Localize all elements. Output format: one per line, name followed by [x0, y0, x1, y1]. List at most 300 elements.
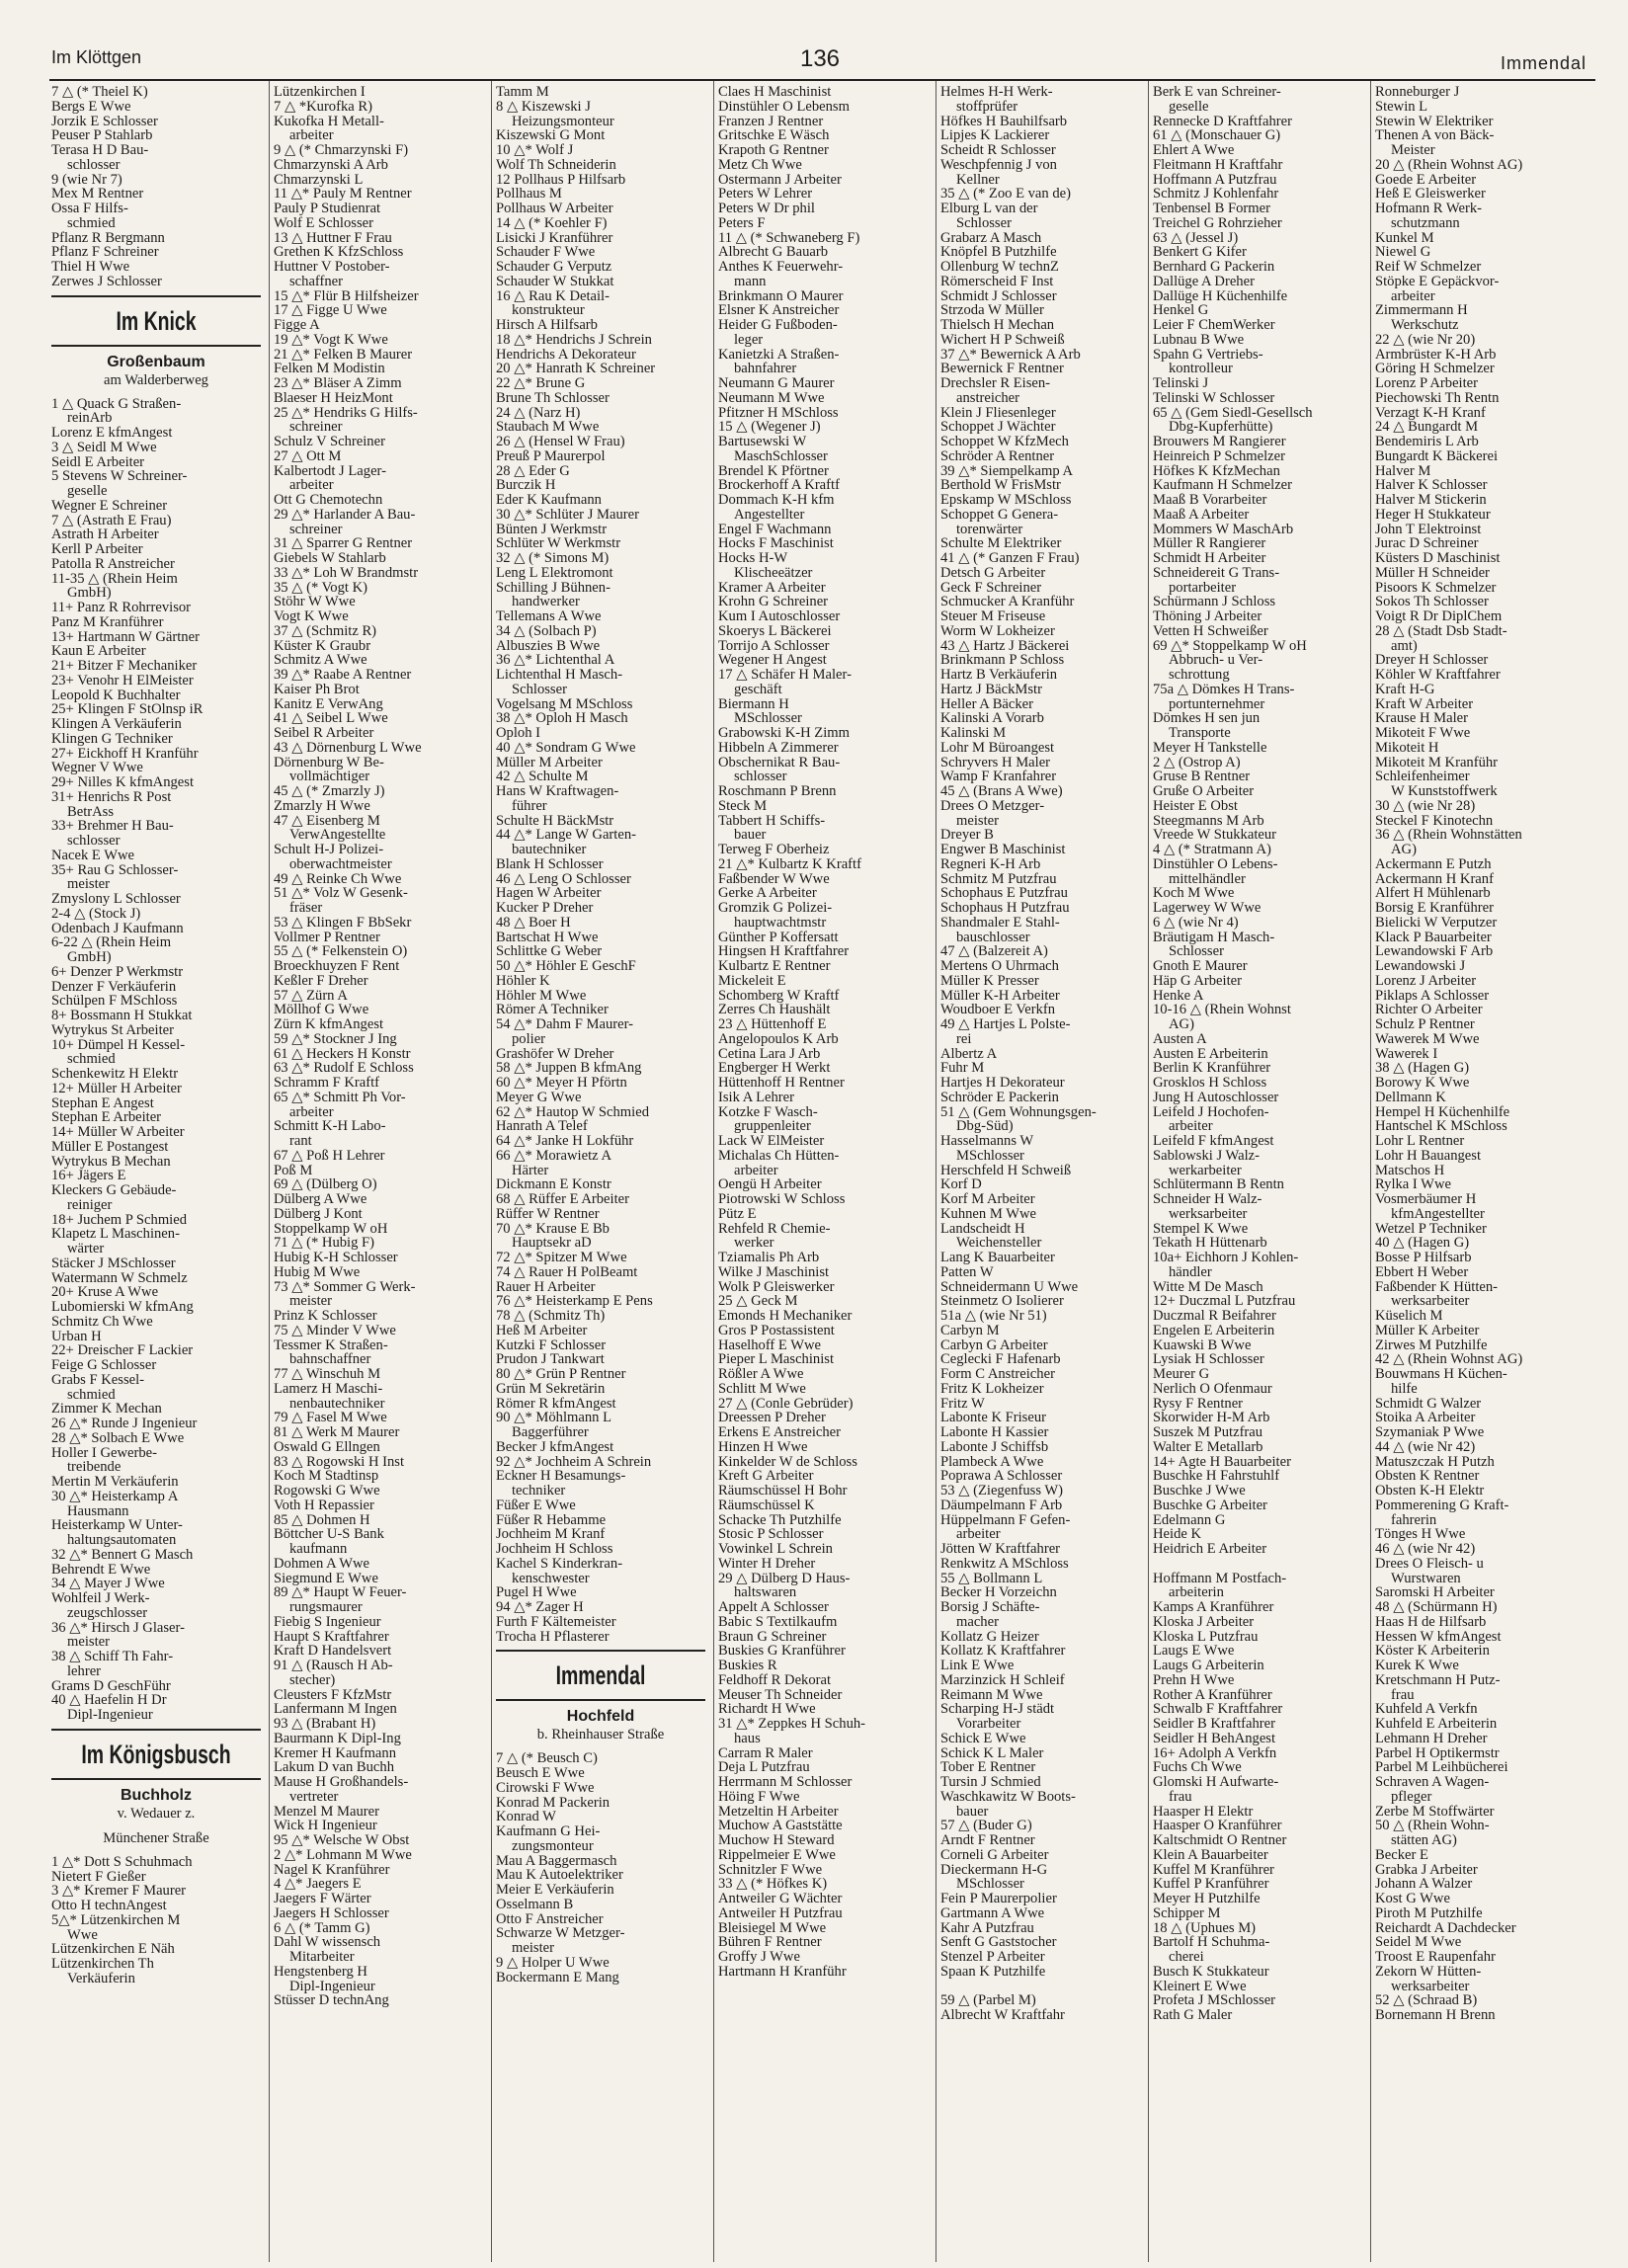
directory-entry: 85 △ Dohmen H: [274, 1511, 370, 1528]
directory-entry: Schulz P Rentner: [1375, 1016, 1475, 1032]
directory-entry: Vowinkel L Schrein: [718, 1541, 833, 1557]
directory-entry: 59 △ (Parbel M): [940, 1992, 1036, 2009]
directory-entry: 25+ Klingen F StOlnsp iR: [51, 701, 204, 718]
directory-entry: Keßler F Dreher: [274, 972, 368, 989]
directory-entry: 93 △ (Brabant H): [274, 1716, 376, 1732]
directory-entry: Albuszies B Wwe: [496, 637, 601, 654]
directory-entry: Kiszewski G Mont: [496, 127, 606, 144]
directory-entry: Gruße O Arbeiter: [1153, 783, 1255, 799]
directory-entry: Bielicki W Verputzer: [1375, 914, 1498, 931]
directory-entry: Steckel F Kinotechn: [1375, 812, 1494, 829]
directory-entry: Neumann G Maurer: [718, 375, 835, 391]
directory-entry: Knöpfel B Putzhilfe: [940, 244, 1057, 261]
directory-entry: 36 △* Hirsch J Glaser-: [51, 1619, 185, 1636]
directory-entry: Hoffmann M Postfach-: [1153, 1570, 1287, 1586]
directory-entry: MSchlosser: [956, 1876, 1024, 1893]
directory-entry: 29 △* Harlander A Bau-: [274, 506, 416, 523]
directory-entry: Koch M Stadtinsp: [274, 1468, 379, 1485]
directory-entry: Müller K Arbeiter: [1375, 1322, 1480, 1338]
directory-entry: Peters F: [718, 214, 766, 231]
directory-entry: 6 △ (wie Nr 4): [1153, 914, 1239, 931]
street-location-note: am Walderberweg: [104, 371, 208, 388]
directory-entry: geschäft: [734, 681, 782, 697]
directory-entry: Walter E Metallarb: [1153, 1438, 1263, 1455]
directory-entry: Lohr H Bauangest: [1375, 1147, 1481, 1164]
directory-entry: 7 △ (* Theiel K): [51, 85, 148, 100]
directory-entry: 23+ Venohr H ElMeister: [51, 672, 194, 688]
directory-entry: Troost E Raupenfahr: [1375, 1949, 1496, 1965]
directory-entry: Oploh I: [496, 725, 540, 741]
directory-entry: Corneli G Arbeiter: [940, 1846, 1049, 1863]
directory-entry: Kuhfeld A Verkfn: [1375, 1701, 1478, 1718]
directory-entry: Dickmann E Konstr: [496, 1176, 611, 1193]
directory-entry: Schmitz A Wwe: [274, 652, 367, 669]
district-heading: Großenbaum: [107, 353, 205, 370]
directory-entry: Mommers W MaschArb: [1153, 521, 1294, 537]
directory-entry: Borsig J Schäfte-: [940, 1599, 1040, 1615]
directory-entry: 34 △ (Solbach P): [496, 622, 597, 639]
street-heading: Immendal: [555, 1660, 646, 1691]
directory-entry: Lakum D van Buchh: [274, 1759, 394, 1776]
directory-entry: 12+ Müller H Arbeiter: [51, 1080, 182, 1096]
directory-entry: Müller E Postangest: [51, 1138, 169, 1155]
directory-entry: 28 △ (Stadt Dsb Stadt-: [1375, 622, 1507, 639]
directory-entry: Kramer A Arbeiter: [718, 579, 826, 596]
directory-entry: 13+ Hartmann W Gärtner: [51, 628, 200, 645]
directory-entry: 67 △ Poß H Lehrer: [274, 1147, 385, 1164]
directory-entry: Marzinzick H Schleif: [940, 1671, 1065, 1688]
directory-entry: Tönges H Wwe: [1375, 1526, 1466, 1543]
directory-entry: 43 △ Dörnenburg L Wwe: [274, 739, 422, 756]
directory-entry: Nietert F Gießer: [51, 1868, 146, 1885]
directory-entry: 37 △ (Schmitz R): [274, 622, 377, 639]
directory-entry: Oengü H Arbeiter: [718, 1176, 822, 1193]
directory-entry: Hingsen H Kraftfahrer: [718, 943, 850, 960]
directory-entry: Schlosser: [512, 681, 567, 697]
directory-entry: Thiel H Wwe: [51, 259, 130, 275]
directory-entry: Dellmann K: [1375, 1089, 1446, 1105]
directory-entry: Patolla R Anstreicher: [51, 555, 175, 572]
page-header: [49, 45, 1590, 81]
street-location-note: b. Rheinhauser Straße: [536, 1727, 665, 1743]
section-rule: [496, 1650, 705, 1652]
directory-entry: Rath G Maler: [1153, 2007, 1233, 2023]
directory-column-2: [274, 85, 483, 2258]
directory-entry: Heß E Gleiswerker: [1375, 186, 1486, 202]
directory-entry: Bendemiris L Arb: [1375, 434, 1479, 449]
directory-entry: Faßbender K Hütten-: [1375, 1278, 1499, 1295]
directory-entry: Dallüge A Dreher: [1153, 273, 1255, 289]
directory-entry: Ackermann H Kranf: [1375, 870, 1494, 887]
directory-entry: meister: [67, 1634, 110, 1651]
directory-entry: Kuhfeld E Arbeiterin: [1375, 1716, 1498, 1732]
directory-entry: Franzen J Rentner: [718, 113, 824, 129]
directory-entry: Detsch G Arbeiter: [940, 564, 1046, 581]
directory-entry: Tabbert H Schiffs-: [718, 812, 826, 829]
directory-entry: Mex M Rentner: [51, 186, 144, 202]
directory-entry: stätten AG): [1391, 1832, 1457, 1848]
directory-entry: Dreyer H Schlosser: [1375, 652, 1489, 669]
directory-entry: kenschwester: [512, 1570, 590, 1586]
directory-entry: 65 △ (Gem Siedl-Gesellsch: [1153, 404, 1313, 421]
directory-entry: Hüppelmann F Gefen-: [940, 1511, 1071, 1528]
directory-entry: Schmitz J Kohlenfahr: [1153, 186, 1279, 202]
directory-entry: Tober E Rentner: [940, 1759, 1036, 1776]
directory-entry: Küsters D Maschinist: [1375, 550, 1501, 566]
directory-entry: rungsmaurer: [289, 1599, 363, 1615]
directory-entry: Konrad W: [496, 1809, 556, 1825]
directory-entry: Hartz J BäckMstr: [940, 681, 1042, 697]
directory-entry: 48 △ (Schürmann H): [1375, 1599, 1498, 1615]
directory-entry: oberwachtmeister: [289, 855, 392, 872]
directory-entry: arbeiter: [1169, 1118, 1213, 1135]
directory-entry: 46 △ Leng O Schlosser: [496, 870, 631, 887]
directory-entry: Hartjes H Dekorateur: [940, 1075, 1065, 1091]
directory-entry: Tziamalis Ph Arb: [718, 1250, 820, 1265]
directory-entry: Hempel H Küchenhilfe: [1375, 1103, 1510, 1120]
directory-entry: Albrecht W Kraftfahr: [940, 2007, 1065, 2023]
directory-entry: zungsmonteur: [512, 1837, 594, 1854]
directory-entry: Lützenkirchen I: [274, 85, 366, 100]
directory-entry: W Kunststoffwerk: [1391, 783, 1498, 799]
directory-entry: Scharping H-J städt: [940, 1701, 1055, 1718]
directory-entry: Konrad M Packerin: [496, 1794, 610, 1811]
directory-entry: Braun G Schreiner: [718, 1628, 827, 1645]
directory-entry: werker: [734, 1235, 774, 1252]
directory-entry: Kalinski A Vorarb: [940, 710, 1044, 727]
directory-entry: Haas H de Hilfsarb: [1375, 1613, 1487, 1630]
directory-entry: Fleitmann H Kraftfahr: [1153, 156, 1283, 173]
directory-entry: 77 △ Winschuh M: [274, 1366, 381, 1382]
directory-entry: Hocks H-W: [718, 550, 788, 566]
directory-entry: Mikoteit M Kranführ: [1375, 754, 1499, 770]
directory-entry: Astrath H Arbeiter: [51, 526, 159, 543]
directory-entry: Henkel G: [1153, 302, 1209, 319]
directory-entry: 1 △ Quack G Straßen-: [51, 395, 182, 412]
directory-entry: Stoika A Arbeiter: [1375, 1410, 1476, 1426]
directory-entry: Lützenkirchen Th: [51, 1956, 154, 1972]
directory-entry: haltswaren: [734, 1584, 797, 1601]
directory-entry: Menzel M Maurer: [274, 1803, 379, 1820]
directory-entry: 2 △* Lohmann M Wwe: [274, 1846, 412, 1863]
directory-entry: 25 △* Hendriks G Hilfs-: [274, 404, 418, 421]
directory-entry: Transporte: [1169, 725, 1231, 741]
directory-entry: Hasselmanns W: [940, 1133, 1034, 1149]
directory-entry: Schulz V Schreiner: [274, 434, 385, 449]
directory-entry: Kaiser Ph Brot: [274, 681, 360, 697]
directory-entry: Maaß B Vorarbeiter: [1153, 492, 1267, 508]
directory-entry: 59 △* Stockner J Ing: [274, 1030, 397, 1047]
directory-entry: Schult H-J Polizei-: [274, 842, 384, 857]
directory-entry: Wolf E Schlosser: [274, 214, 373, 231]
directory-entry: Stenzel P Arbeiter: [940, 1949, 1045, 1965]
directory-entry: Zirwes M Putzhilfe: [1375, 1336, 1488, 1353]
directory-entry: Räumschüssel K: [718, 1497, 815, 1513]
directory-entry: Peters W Dr phil: [718, 201, 815, 216]
directory-entry: Jaegers H Schlosser: [274, 1904, 389, 1921]
directory-entry: 68 △ Rüffer E Arbeiter: [496, 1191, 629, 1207]
directory-entry: Schmidt J Schlosser: [940, 287, 1057, 304]
directory-entry: Schlitt M Wwe: [718, 1380, 806, 1397]
directory-entry: 61 △ Heckers H Konstr: [274, 1045, 411, 1062]
directory-entry: 42 △ Schulte M: [496, 769, 589, 785]
directory-entry: Prehn H Wwe: [1153, 1671, 1235, 1688]
directory-entry: Dinstühler O Lebens-: [1153, 855, 1278, 872]
directory-entry: 73 △* Sommer G Werk-: [274, 1278, 416, 1295]
directory-entry: Seidler B Kraftfahrer: [1153, 1716, 1275, 1732]
directory-entry: Müller K-H Arbeiter: [940, 987, 1060, 1004]
directory-entry: Brouwers M Rangierer: [1153, 434, 1286, 449]
directory-entry: Meister: [1391, 142, 1435, 158]
directory-entry: Korf D: [940, 1176, 982, 1193]
directory-entry: Muchow A Gaststätte: [718, 1818, 843, 1834]
directory-entry: 24 △ (Narz H): [496, 404, 581, 421]
directory-entry: 33+ Brehmer H Bau-: [51, 818, 174, 835]
directory-entry: 6 △ (* Tamm G): [274, 1919, 370, 1936]
directory-entry: Odenbach J Kaufmann: [51, 920, 184, 936]
directory-entry: Rennecke D Kraftfahrer: [1153, 113, 1292, 129]
directory-entry: 3 △* Kremer F Maurer: [51, 1883, 187, 1900]
directory-entry: Nagel K Kranführer: [274, 1861, 390, 1878]
directory-entry: 51 △ (Gem Wohnungsgen-: [940, 1103, 1097, 1120]
directory-entry: Krohn G Schreiner: [718, 594, 829, 610]
street-heading: Im Königsbusch: [81, 1739, 231, 1769]
directory-entry: Goede E Arbeiter: [1375, 171, 1477, 188]
directory-entry: Mau K Autoelektriker: [496, 1867, 623, 1884]
directory-entry: 44 △* Lange W Garten-: [496, 827, 636, 844]
directory-entry: Denzer F Verkäuferin: [51, 978, 177, 995]
directory-entry: schlosser: [67, 156, 121, 173]
directory-entry: Leifeld J Hochofen-: [1153, 1103, 1269, 1120]
directory-entry: 47 △ (Balzereit A): [940, 943, 1048, 960]
directory-entry: Kaufmann G Hei-: [496, 1823, 601, 1839]
directory-entry: Richardt H Wwe: [718, 1701, 816, 1718]
directory-entry: Kachel S Kinderkran-: [496, 1555, 623, 1572]
directory-entry: Häp G Arbeiter: [1153, 972, 1242, 989]
directory-entry: Bünten J Werkmstr: [496, 521, 608, 537]
directory-entry: Berk E van Schreiner-: [1153, 85, 1281, 100]
directory-entry: Cetina Lara J Arb: [718, 1045, 821, 1062]
directory-entry: 69 △ (Dülberg O): [274, 1176, 377, 1193]
directory-entry: Henke A: [1153, 987, 1204, 1004]
directory-entry: Meuser Th Schneider: [718, 1686, 843, 1703]
directory-entry: Giebels W Stahlarb: [274, 550, 386, 566]
directory-entry: 20 △* Hanrath K Schreiner: [496, 361, 656, 377]
directory-entry: 5 Stevens W Schreiner-: [51, 468, 188, 485]
directory-entry: Kloska J Arbeiter: [1153, 1613, 1255, 1630]
directory-entry: Klapetz L Maschinen-: [51, 1226, 180, 1243]
directory-entry: Stöpke E Gepäckvor-: [1375, 273, 1500, 289]
directory-entry: Hoffmann A Putzfrau: [1153, 171, 1277, 188]
directory-entry: Heide K: [1153, 1526, 1202, 1543]
directory-entry: Grabs F Kessel-: [51, 1371, 145, 1388]
directory-entry: Hausmann: [67, 1502, 129, 1519]
directory-entry: handwerker: [512, 594, 580, 610]
directory-entry: Hans W Kraftwagen-: [496, 783, 619, 799]
directory-entry: Kaun E Arbeiter: [51, 643, 146, 660]
directory-entry: Schick K L Maler: [940, 1744, 1044, 1761]
directory-entry: Wytrykus B Mechan: [51, 1153, 171, 1170]
directory-entry: Emonds H Mechaniker: [718, 1308, 853, 1324]
directory-entry: GmbH): [67, 585, 112, 602]
directory-entry: Verzagt K-H Kranf: [1375, 404, 1486, 421]
street-location-note: v. Wedauer z.: [117, 1805, 196, 1822]
directory-entry: Ott G Chemotechn: [274, 492, 383, 508]
directory-entry: Dömkes H sen jun: [1153, 710, 1261, 727]
directory-entry: Stoppelkamp W oH: [274, 1220, 388, 1237]
directory-entry: Kraft H-G: [1375, 681, 1435, 697]
directory-entry: Borowy K Wwe: [1375, 1075, 1470, 1091]
directory-entry: Claes H Maschinist: [718, 85, 832, 100]
directory-entry: Schlittke G Weber: [496, 943, 603, 960]
directory-entry: 16+ Jägers E: [51, 1168, 126, 1184]
directory-column-3: [496, 85, 705, 2258]
directory-entry: John T Elektroinst: [1375, 521, 1482, 537]
directory-entry: frau: [1169, 1788, 1192, 1805]
directory-entry: Pommerening G Kraft-: [1375, 1497, 1509, 1513]
directory-entry: Seidel M Wwe: [1375, 1934, 1462, 1951]
directory-entry: 21+ Bitzer F Mechaniker: [51, 658, 198, 674]
directory-entry: Kloska L Putzfrau: [1153, 1628, 1259, 1645]
directory-entry: Drees O Metzger-: [940, 797, 1045, 814]
directory-entry: 65 △* Schmitt Ph Vor-: [274, 1089, 406, 1105]
directory-entry: Kerll P Arbeiter: [51, 541, 143, 557]
directory-entry: vertreter: [289, 1788, 339, 1805]
directory-entry: Link E Wwe: [940, 1658, 1015, 1673]
directory-entry: 35+ Rau G Schlosser-: [51, 861, 179, 878]
directory-entry: 39 △* Siempelkamp A: [940, 462, 1074, 479]
directory-entry: haltungsautomaten: [67, 1532, 177, 1548]
directory-entry: lehrer: [67, 1662, 102, 1679]
directory-entry: Bouwmans H Küchen-: [1375, 1366, 1507, 1382]
directory-entry: bauschlosser: [956, 929, 1030, 945]
directory-entry: Baggerführer: [512, 1424, 589, 1440]
directory-entry: Kutzki F Schlosser: [496, 1336, 607, 1353]
directory-entry: 74 △ Rauer H PolBeamt: [496, 1263, 638, 1280]
directory-entry: Senft G Gaststocher: [940, 1934, 1057, 1951]
directory-entry: 33 △* Loh W Brandmstr: [274, 564, 419, 581]
directory-entry: Schick E Wwe: [940, 1730, 1026, 1746]
directory-entry: 66 △* Morawietz A: [496, 1147, 612, 1164]
directory-entry: Grosklos H Schloss: [1153, 1075, 1267, 1091]
directory-entry: 51a △ (wie Nr 51): [940, 1308, 1047, 1324]
directory-entry: 57 △ Zürn A: [274, 987, 348, 1004]
directory-entry: Ollenburg W technZ: [940, 259, 1059, 275]
directory-entry: Antweiler G Wächter: [718, 1891, 843, 1906]
directory-entry: Däumpelmann F Arb: [940, 1497, 1063, 1513]
directory-entry: Nacek E Wwe: [51, 847, 135, 863]
directory-entry: Kunkel M: [1375, 229, 1434, 246]
directory-entry: Rehfeld R Chemie-: [718, 1220, 831, 1237]
directory-entry: 15 △* Flür B Hilfsheizer: [274, 287, 419, 304]
directory-entry: Wegner V Wwe: [51, 760, 143, 776]
directory-entry: Kum I Autoschlosser: [718, 608, 841, 624]
directory-entry: Fuchs Ch Wwe: [1153, 1759, 1242, 1776]
directory-entry: Halver M Stickerin: [1375, 492, 1487, 508]
directory-entry: Kleckers G Gebäude-: [51, 1182, 177, 1198]
directory-entry: 4 △* Jaegers E: [274, 1876, 362, 1893]
directory-entry: gruppenleiter: [734, 1118, 811, 1135]
directory-entry: Pauly P Studienrat: [274, 201, 381, 216]
column-divider: [713, 81, 714, 2262]
directory-entry: Hocks F Maschinist: [718, 535, 834, 552]
directory-entry: 30 △* Heisterkamp A: [51, 1488, 179, 1504]
section-rule: [51, 295, 261, 297]
directory-entry: Abbruch- u Ver-: [1169, 652, 1263, 669]
directory-entry: 30 △* Schlüter J Maurer: [496, 506, 639, 523]
directory-entry: Hubig K-H Schlosser: [274, 1250, 398, 1265]
directory-column-1: [51, 85, 261, 2258]
directory-entry: Räumschüssel H Bohr: [718, 1483, 848, 1498]
directory-entry: Hendrichs A Dekorateur: [496, 346, 636, 363]
directory-entry: Schulte M Elektriker: [940, 535, 1062, 552]
directory-entry: Schmitz M Putzfrau: [940, 870, 1057, 887]
directory-entry: Lewandowski F Arb: [1375, 943, 1494, 960]
directory-entry: Schnitzler F Wwe: [718, 1861, 823, 1878]
directory-entry: Heister E Obst: [1153, 797, 1238, 814]
directory-entry: mittelhändler: [1169, 870, 1246, 887]
directory-entry: Mertin M Verkäuferin: [51, 1474, 179, 1490]
directory-entry: 18 △ (Uphues M): [1153, 1919, 1257, 1936]
directory-entry: Böttcher U-S Bank: [274, 1526, 384, 1543]
directory-entry: Jötten W Kraftfahrer: [940, 1541, 1061, 1557]
directory-entry: Kurek K Wwe: [1375, 1658, 1459, 1673]
directory-entry: Richter O Arbeiter: [1375, 1002, 1483, 1018]
directory-entry: Klack P Bauarbeiter: [1375, 929, 1492, 945]
column-divider: [1148, 81, 1149, 2262]
directory-entry: Römer A Techniker: [496, 1002, 609, 1018]
directory-entry: wärter: [67, 1241, 105, 1256]
directory-entry: Dinstühler O Lebensm: [718, 98, 850, 115]
directory-entry: Wolf Th Schneiderin: [496, 156, 616, 173]
directory-entry: Alfert H Mühlenarb: [1375, 885, 1491, 902]
directory-entry: Lanfermann M Ingen: [274, 1701, 397, 1718]
directory-entry: 50 △ (Rhein Wohn-: [1375, 1818, 1490, 1834]
directory-entry: Thöning J Arbeiter: [1153, 608, 1262, 624]
directory-entry: Schlosser: [956, 214, 1012, 231]
directory-entry: 10+ Dümpel H Kessel-: [51, 1036, 186, 1053]
directory-entry: Reimann M Wwe: [940, 1686, 1043, 1703]
directory-entry: 43 △ Hartz J Bäckerei: [940, 637, 1070, 654]
directory-entry: Vogt K Wwe: [274, 608, 349, 624]
directory-entry: fräser: [289, 900, 323, 916]
directory-entry: Hagen W Arbeiter: [496, 885, 602, 902]
directory-entry: Küselich M: [1375, 1308, 1443, 1324]
directory-entry: 52 △ (Schraad B): [1375, 1992, 1478, 2009]
directory-entry: Kanietzki A Straßen-: [718, 346, 840, 363]
directory-entry: Schröder E Packerin: [940, 1089, 1059, 1105]
directory-entry: 14 △ (* Koehler F): [496, 214, 608, 231]
directory-entry: 91 △ (Rausch H Ab-: [274, 1658, 393, 1673]
directory-entry: Form C Anstreicher: [940, 1366, 1055, 1382]
directory-entry: Engelen E Arbeiterin: [1153, 1322, 1275, 1338]
directory-entry: Steegmanns M Arb: [1153, 812, 1264, 829]
directory-entry: fahrerin: [1391, 1511, 1437, 1528]
directory-entry: haus: [734, 1730, 761, 1746]
directory-entry: schmied: [67, 1051, 116, 1068]
directory-entry: Mitarbeiter: [289, 1949, 355, 1965]
directory-entry: Schwarze W Metzger-: [496, 1925, 625, 1942]
directory-entry: 29 △ Dülberg D Haus-: [718, 1570, 851, 1586]
directory-entry: Landscheidt H: [940, 1220, 1025, 1237]
directory-entry: Heisterkamp W Unter-: [51, 1517, 183, 1534]
directory-entry: Höfkes H Bauhilfsarb: [940, 113, 1068, 129]
directory-entry: Dipl-Ingenieur: [289, 1978, 375, 1994]
directory-entry: 26 △* Runde J Ingenieur: [51, 1416, 198, 1431]
directory-entry: 11+ Panz R Rohrrevisor: [51, 600, 192, 615]
directory-entry: 36 △ (Rhein Wohnstätten: [1375, 827, 1522, 844]
directory-entry: Carbyn M: [940, 1322, 1000, 1338]
